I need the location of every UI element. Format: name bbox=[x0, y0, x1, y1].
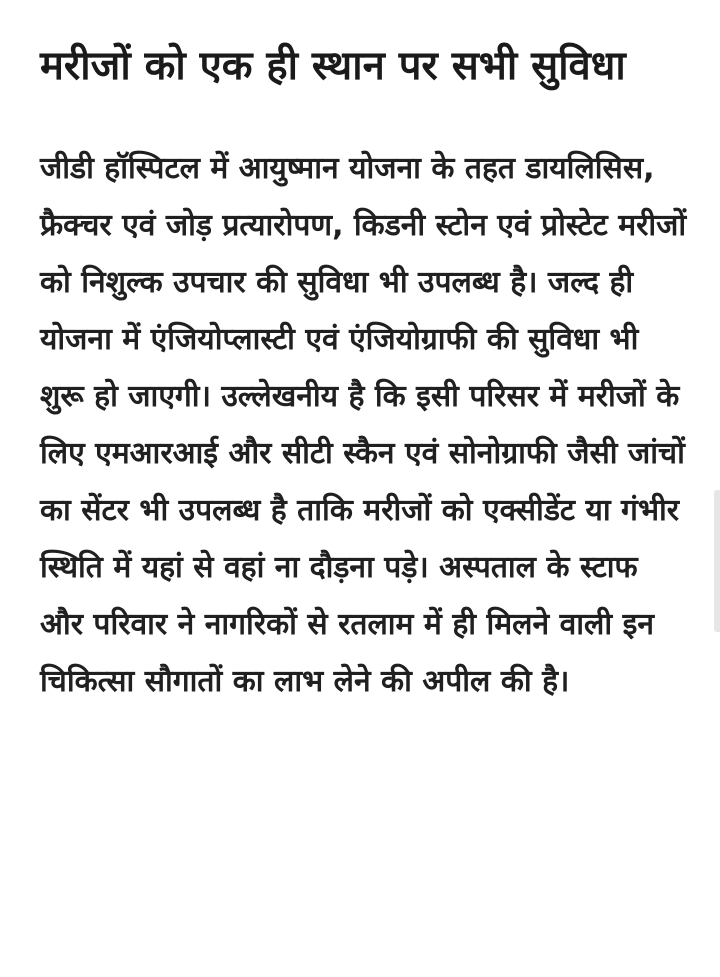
article-headline: मरीजों को एक ही स्थान पर सभी सुविधा bbox=[40, 43, 626, 89]
scrollbar[interactable] bbox=[714, 490, 720, 632]
article-body: जीडी हॉस्पिटल में आयुष्मान योजना के तहत डायलिसिस, फ्रैक्चर एवं जोड़ प्रत्यारोपण, किडनी स्टोन एवं प्रोस्टेट मरीजों को निशुल्क उपचार की सुविधा भी उपलब्ध है। जल्द ही योजना में एंजियोप्लास्टी एवं एंजियोग्राफी की सुविधा भी शुरू हो जाएगी। उल्लेखनीय है कि इसी परिसर में मरीजों के लिए एमआरआई और सीटी स्कैन एवं सोनोग्राफी जैसी जांचों का सेंटर भी उपलब्ध है ताकि मरीजों को एक्सीडेंट या गंभीर स्थिति में यहां से वहां ना दौड़ना पड़े। अस्पताल के स्टाफ और परिवार ने नागरिकों से रतलाम में ही मिलने वाली इन चिकित्सा सौगातों का लाभ लेने की अपील की है। bbox=[40, 151, 687, 699]
article bbox=[40, 30, 688, 710]
